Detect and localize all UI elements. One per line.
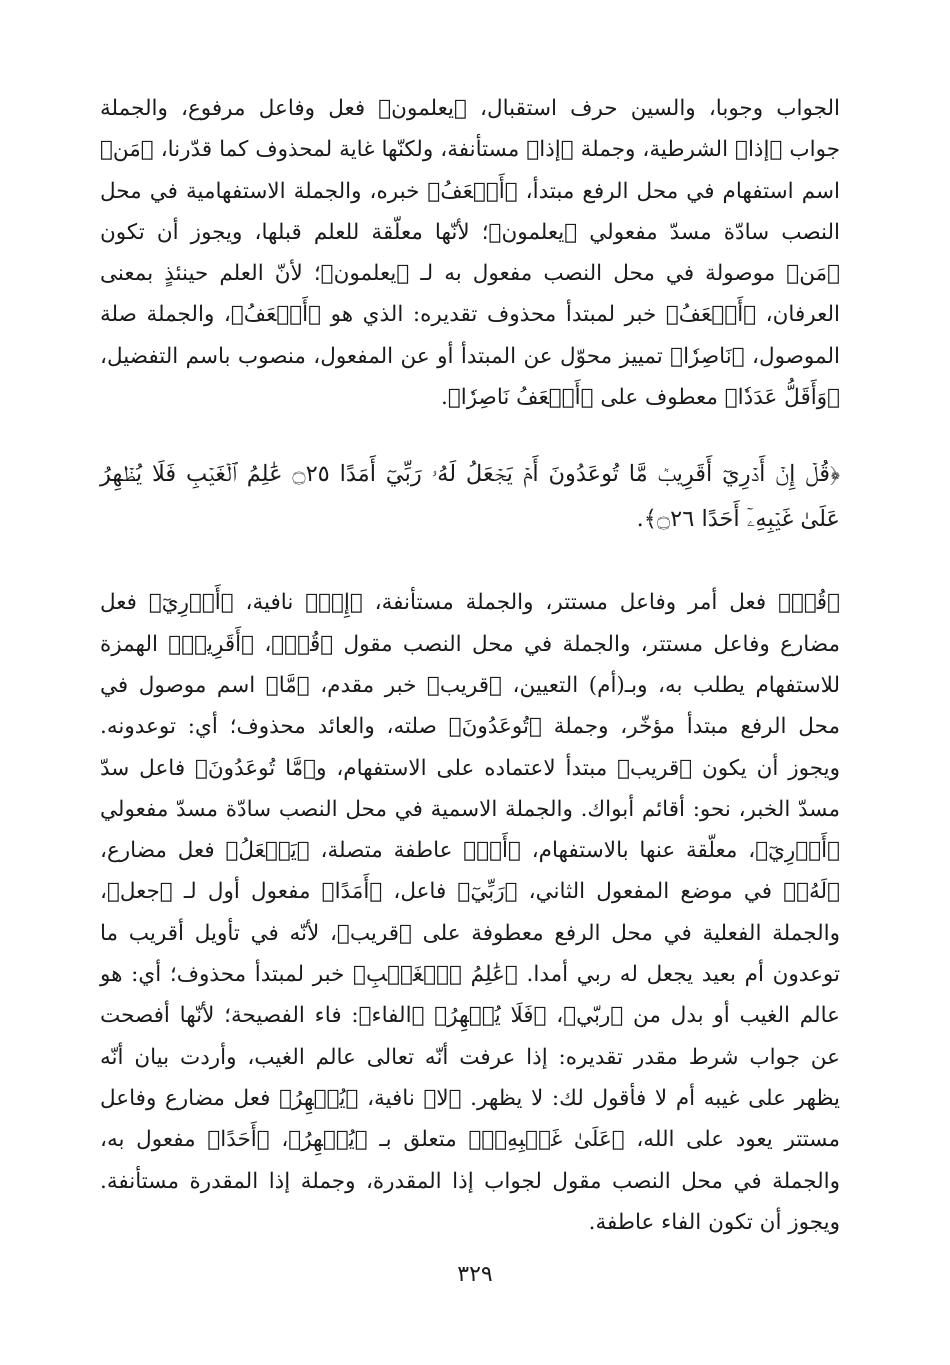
commentary-paragraph-1: الجواب وجوبا، والسين حرف استقبال، ﴿يعلمون﴾ فعل وفاعل مرفوع، والجملة جواب ﴿إذا﴾ الشرطية، وجملة ﴿إذا﴾ مستأنفة، ولكنّها غاية لمحذوف كما قدّرنا، ﴿مَن﴾ اسم استفهام في محل الرفع مبتدأ، ﴿أَضۡعَفُ﴾ خبره، والجملة الاستفهامية في محل النصب سادّة مسدّ مفعولي ﴿يعلمون﴾؛ لأنّها معلّقة للعلم قبلها، ويجوز أن تكون ﴿مَن﴾ موصولة في محل النصب مفعول به لـ ﴿يعلمون﴾؛ لأنّ العلم حينئذٍ بمعنى العرفان، ﴿أَضۡعَفُ﴾ خبر لمبتدأ محذوف تقديره: الذي هو ﴿أَضۡعَفُ﴾، والجملة صلة الموصول، ﴿نَاصِرٗا﴾ تمييز محوّل عن المبتدأ أو عن المفعول، منصوب باسم التفضيل، ﴿وَأَقَلُّ عَدَدٗا﴾ معطوف على ﴿أَضۡعَفُ نَاصِرٗا﴾.	[100, 96, 840, 411]
commentary-paragraph-2: ﴿قُلۡ﴾ فعل أمر وفاعل مستتر، والجملة مستأنفة، ﴿إِنۡ﴾ نافية، ﴿أَدۡرِيٓ﴾ فعل مضارع وفاعل مستتر، والجملة في محل النصب مقول ﴿قُلۡ﴾، ﴿أَقَرِيبٞ﴾ الهمزة للاستفهام يطلب به، وبـ(أم) التعيين، ﴿قريب﴾ خبر مقدم، ﴿مَّا﴾ اسم موصول في محل الرفع مبتدأ مؤخّر، وجملة ﴿تُوعَدُونَ﴾ صلته، والعائد محذوف؛ أي: توعدونه. ويجوز أن يكون ﴿قريب﴾ مبتدأ لاعتماده على الاستفهام، و﴿مَّا تُوعَدُونَ﴾ فاعل سدّ مسدّ الخبر، نحو: أقائم أبواك. والجملة الاسمية في محل النصب سادّة مسدّ مفعولي ﴿أَدۡرِيٓ﴾، معلّقة عنها بالاستفهام، ﴿أَمۡ﴾ عاطفة متصلة، ﴿يَجۡعَلُ﴾ فعل مضارع، ﴿لَهُۥ﴾ في موضع المفعول الثاني، ﴿رَبِّيٓ﴾ فاعل، ﴿أَمَدًا﴾ مفعول أول لـ ﴿جعل﴾، والجملة الفعلية في محل الرفع معطوفة على ﴿قريب﴾، لأنّه في تأويل أقريب ما توعدون أم بعيد يجعل له ربي أمدا. ﴿عَٰلِمُ ٱلۡغَيۡبِ﴾ خبر لمبتدأ محذوف؛ أي: هو عالم الغيب أو بدل من ﴿ربّي﴾، ﴿فَلَا يُظۡهِرُ﴾ ﴿الفاء﴾: فاء الفصيحة؛ لأنّها أفصحت عن جواب شرط مقدر تقديره: إذا عرفت أنّه تعالى عالم الغيب، وأردت بيان أنّه يظهر على غيبه أم لا فأقول لك: لا يظهر. ﴿لا﴾ نافية، ﴿يُظۡهِرُ﴾ فعل مضارع وفاعل مستتر يعود على الله، ﴿عَلَىٰ غَيۡبِهِۦٓ﴾ متعلق بـ ﴿يُظۡهِرُ﴾، ﴿أَحَدًا﴾ مفعول به، والجملة في محل النصب مقول لجواب إذا المقدرة، وجملة إذا المقدرة مستأنفة. ويجوز أن تكون الفاء عاطفة.	[100, 590, 840, 1235]
quran-verse: ﴿قُلۡ إِنۡ أَدۡرِيٓ أَقَرِيبٞ مَّا تُوعَدُونَ أَمۡ يَجۡعَلُ لَهُۥ رَبِّيٓ أَمَدًا ۝٢٥ عَٰلِمُ ٱلۡغَيۡبِ فَلَا يُظۡهِرُ عَلَىٰ غَيۡبِهِۦٓ أَحَدًا ۝٢٦﴾.	[100, 461, 840, 533]
page-content	[100, 88, 840, 1243]
page-number: ٣٢٩	[457, 1262, 493, 1287]
